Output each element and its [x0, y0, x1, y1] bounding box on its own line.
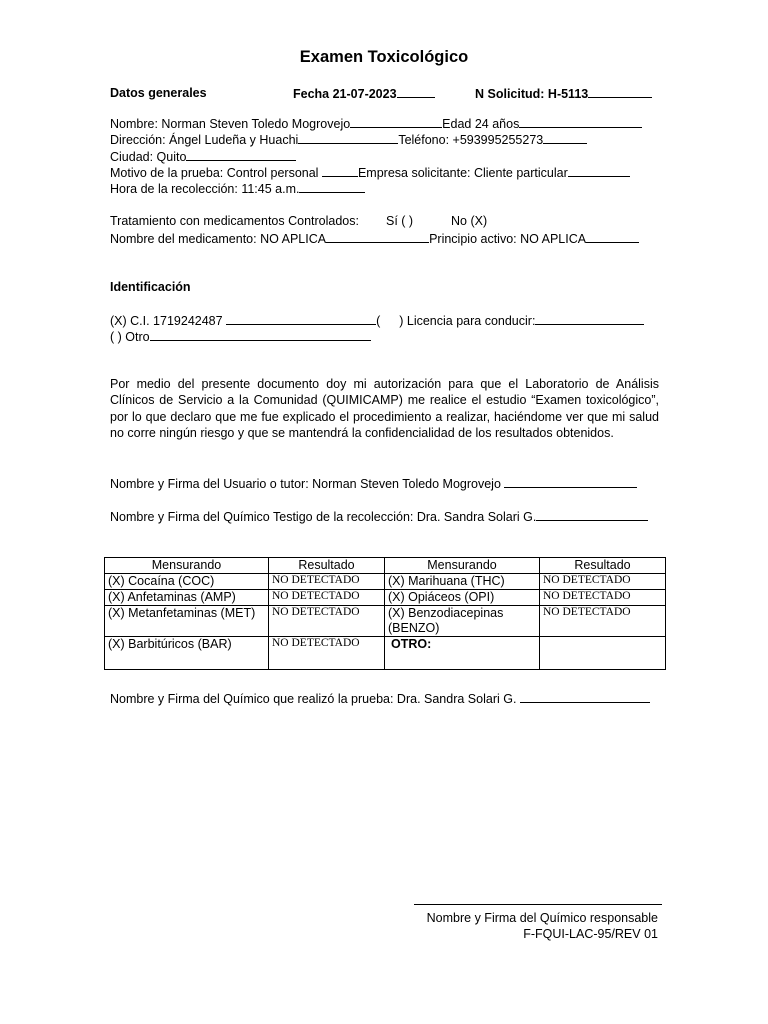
direccion-underline: [298, 132, 398, 144]
results-header-row: [105, 558, 666, 574]
ciudad-text: Ciudad: Quito: [110, 150, 187, 164]
header-mensurando: Mensurando: [105, 558, 269, 574]
licencia-text: ) Licencia para conducir:: [399, 314, 536, 328]
ci-text: (X) C.I. 1719242487: [110, 314, 223, 328]
motivo-text: Motivo de la prueba: Control personal: [110, 166, 319, 180]
nombre-text: Nombre: Norman Steven Toledo Mogrovejo: [110, 117, 351, 131]
datos-generales-label: Datos generales: [110, 86, 207, 100]
hora-text: Hora de la recolección: 11:45 a.m.: [110, 182, 300, 196]
mensurando-cell: (X) Benzodiacepinas (BENZO): [385, 606, 540, 637]
header-resultado: Resultado: [540, 558, 666, 574]
firma-testigo-underline: [536, 509, 648, 521]
resultado-cell: NO DETECTADO: [269, 590, 385, 606]
otro-text: ( ) Otro: [110, 330, 150, 344]
nombre-underline: [350, 116, 442, 128]
ciudad-underline: [186, 149, 296, 161]
nombre-medicamento-text: Nombre del medicamento: NO APLICA: [110, 232, 327, 246]
firma-realizo-text: Nombre y Firma del Químico que realizó la prueba: Dra. Sandra Solari G.: [110, 692, 517, 706]
mensurando-cell: (X) Marihuana (THC): [385, 574, 540, 590]
solicitud-text: N Solicitud: H-5113: [475, 87, 589, 101]
tratamiento-no-option: No (X): [451, 214, 488, 228]
ci-line: [110, 313, 644, 328]
firma-usuario-underline: [504, 476, 637, 488]
tratamiento-si-option: Sí ( ): [386, 214, 414, 228]
resultado-cell: NO DETECTADO: [540, 606, 666, 637]
edad-text: Edad 24 años: [442, 117, 520, 131]
motivo-underline: [322, 165, 358, 177]
otro-line: [110, 329, 371, 344]
medicamento-line: [110, 231, 639, 246]
firma-usuario-line: [110, 476, 637, 491]
mensurando-cell: (X) Metanfetaminas (MET): [105, 606, 269, 637]
principio-underline: [586, 231, 639, 243]
firma-realizo-line: [110, 691, 650, 706]
fecha-text: Fecha 21-07-2023: [293, 87, 397, 101]
direccion-text: Dirección: Ángel Ludeña y Huachi: [110, 133, 299, 147]
document-title: Examen Toxicológico: [299, 48, 469, 66]
results-table: [104, 557, 666, 670]
nombre-line: [110, 116, 642, 131]
firma-responsable-label: Nombre y Firma del Químico responsable: [426, 911, 658, 925]
table-row: [105, 637, 666, 670]
mensurando-cell: (X) Barbitúricos (BAR): [105, 637, 269, 670]
mensurando-cell: (X) Cocaína (COC): [105, 574, 269, 590]
header-mensurando: Mensurando: [385, 558, 540, 574]
empresa-underline: [568, 165, 630, 177]
resultado-cell: NO DETECTADO: [540, 574, 666, 590]
solicitud-underline: [588, 86, 652, 98]
otro-underline: [150, 329, 371, 341]
firma-testigo-line: [110, 509, 648, 524]
resultado-cell: NO DETECTADO: [269, 637, 385, 670]
hora-line: [110, 181, 365, 196]
firma-usuario-text: Nombre y Firma del Usuario o tutor: Norman Steven Toledo Mogrovejo: [110, 477, 501, 491]
ci-underline: [226, 313, 376, 325]
tratamiento-label: Tratamiento con medicamentos Controlados:: [110, 214, 359, 228]
motivo-line: [110, 165, 630, 180]
authorization-paragraph: Por medio del presente documento doy mi autorización para que el Laboratorio de Análisis Clínicos de Servicio a la Comunidad (QUIMICAMP) me realice el estudio “Examen toxicológico”, por lo que declaro que me fue explicado el procedimiento a realizar, haciéndome ver que mi salud no corre ningún riesgo y que se mantendrá la confidencialidad de los resultados obtenidos.: [110, 377, 659, 441]
header-resultado: Resultado: [269, 558, 385, 574]
identificacion-heading: Identificación: [110, 280, 191, 294]
responsable-signature-line: [414, 904, 662, 905]
hora-underline: [299, 181, 365, 193]
edad-underline: [519, 116, 642, 128]
form-code: F-FQUI-LAC-95/REV 01: [523, 927, 658, 941]
fecha-underline: [397, 86, 435, 98]
mensurando-cell: (X) Opiáceos (OPI): [385, 590, 540, 606]
table-row: [105, 574, 666, 590]
telefono-text: Teléfono: +593995255273: [398, 133, 544, 147]
licencia-open-paren: (: [376, 314, 381, 328]
mensurando-cell: (X) Anfetaminas (AMP): [105, 590, 269, 606]
ciudad-line: [110, 149, 296, 164]
resultado-cell: NO DETECTADO: [540, 590, 666, 606]
direccion-line: [110, 132, 587, 147]
telefono-underline: [543, 132, 587, 144]
fecha-field: [293, 86, 435, 101]
firma-testigo-text: Nombre y Firma del Químico Testigo de la recolección: Dra. Sandra Solari G.: [110, 510, 537, 524]
licencia-underline: [535, 313, 644, 325]
firma-realizo-underline: [520, 691, 650, 703]
resultado-cell: NO DETECTADO: [269, 574, 385, 590]
otro-mensurando-cell: OTRO:: [385, 637, 540, 670]
table-row: [105, 606, 666, 637]
solicitud-field: [475, 86, 652, 101]
empresa-text: Empresa solicitante: Cliente particular: [357, 166, 568, 180]
table-row: [105, 590, 666, 606]
resultado-cell: [540, 637, 666, 670]
medicamento-underline: [326, 231, 429, 243]
principio-activo-text: Principio activo: NO APLICA: [429, 232, 587, 246]
resultado-cell: NO DETECTADO: [269, 606, 385, 637]
